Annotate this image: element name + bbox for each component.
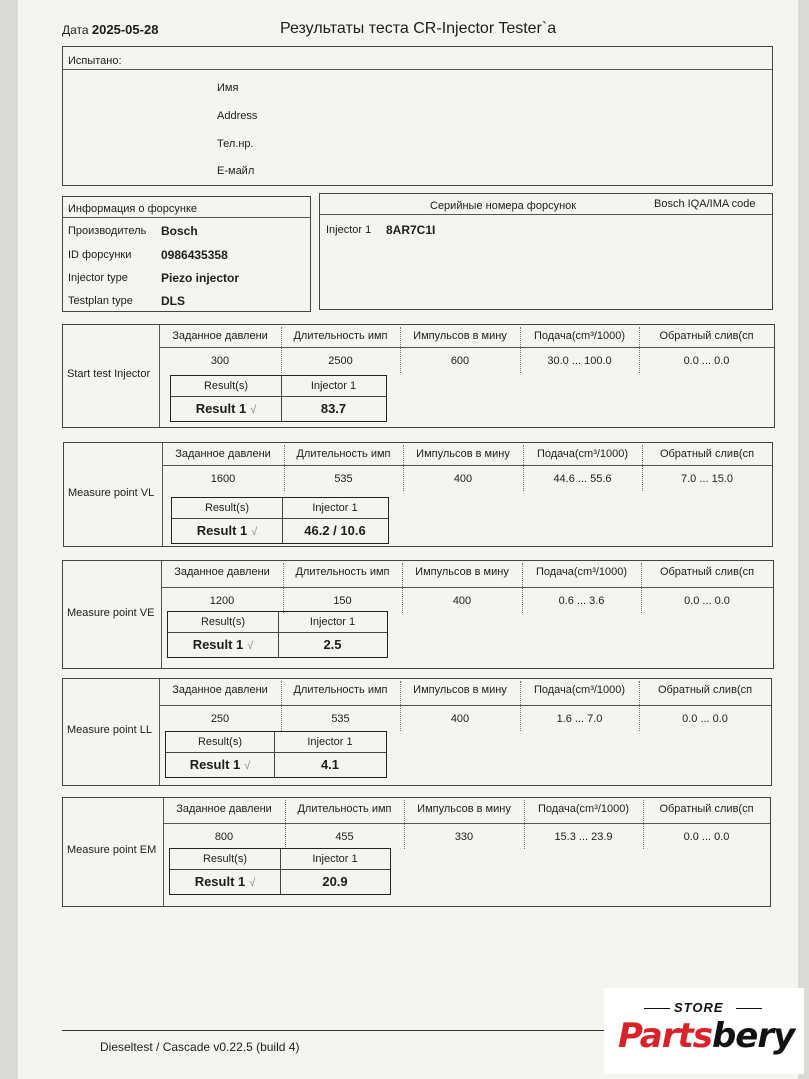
column-header: Заданное давлени xyxy=(175,448,271,460)
column-header: Подача(cm³/1000) xyxy=(537,803,630,815)
footer-version: Dieseltest / Cascade v0.22.5 (build 4) xyxy=(100,1040,300,1054)
result-header-injector: Injector 1 xyxy=(312,502,358,514)
tested-email-label: E-майл xyxy=(217,165,255,177)
parameter-value: 7.0 ... 15.0 xyxy=(681,473,733,485)
result-header-label: Result(s) xyxy=(200,616,245,628)
column-header: Заданное давлени xyxy=(176,803,272,815)
result-value: 46.2 / 10.6 xyxy=(304,523,366,538)
column-header: Обратный слив(сп xyxy=(659,448,755,460)
parameter-value: 250 xyxy=(210,713,230,725)
result-value: 83.7 xyxy=(320,401,347,416)
parameter-value: 150 xyxy=(333,595,352,607)
tested-address-label: Address xyxy=(217,110,258,122)
parameter-value: 330 xyxy=(454,831,474,843)
parameter-value: 455 xyxy=(335,831,354,843)
column-header: Обратный слив(сп xyxy=(657,684,753,696)
parameter-value: 535 xyxy=(331,713,350,725)
result-label: Result 1 √ xyxy=(194,874,256,889)
parameter-value: 400 xyxy=(453,473,473,485)
injector-info-box xyxy=(62,196,311,312)
column-header: Длительность имп xyxy=(297,803,392,815)
parameter-value: 600 xyxy=(450,355,470,367)
result-value: 20.9 xyxy=(322,874,348,889)
partsbery-logo: STORE Partsbery xyxy=(604,988,804,1074)
column-header: Обратный слив(сп xyxy=(659,803,754,815)
manufacturer-label: Производитель xyxy=(68,225,147,237)
test-section xyxy=(62,324,775,428)
result-label: Result 1 √ xyxy=(192,637,254,652)
serial-injector-label: Injector 1 xyxy=(326,224,372,236)
parameter-value: 400 xyxy=(450,713,470,725)
result-header-injector: Injector 1 xyxy=(312,853,358,865)
column-header: Заданное давлени xyxy=(172,330,268,342)
column-header: Подача(cm³/1000) xyxy=(533,684,626,696)
result-value: 2.5 xyxy=(323,637,342,652)
column-header: Импульсов в мину xyxy=(415,566,509,578)
column-header: Длительность имп xyxy=(293,684,388,696)
column-header: Импульсов в мину xyxy=(417,803,511,815)
report-date: Дата 2025-05-28 xyxy=(62,22,159,37)
iqa-code-title: Bosch IQA/IMA code xyxy=(654,198,756,210)
footer-divider xyxy=(62,1030,622,1031)
column-header: Подача(cm³/1000) xyxy=(535,566,628,578)
column-header: Длительность имп xyxy=(293,330,388,342)
column-header: Заданное давлени xyxy=(174,566,270,578)
column-header: Подача(cm³/1000) xyxy=(536,448,629,460)
column-header: Обратный слив(сп xyxy=(659,566,755,578)
test-section xyxy=(62,678,772,786)
parameter-value: 0.0 ... 0.0 xyxy=(683,831,730,843)
parameter-value: 15.3 ... 23.9 xyxy=(554,831,613,843)
tested-phone-label: Тел.нр. xyxy=(217,138,254,150)
tested-label: Испытано: xyxy=(68,55,122,67)
injector-id-value: 0986435358 xyxy=(161,248,228,262)
test-section-name: Start test Injector xyxy=(67,368,151,380)
testplan-type-value: DLS xyxy=(161,294,185,308)
result-table xyxy=(171,497,389,544)
column-header: Импульсов в мину xyxy=(413,330,507,342)
column-header: Подача(cm³/1000) xyxy=(533,330,626,342)
result-table xyxy=(167,611,388,658)
test-section-name: Measure point VE xyxy=(67,607,155,619)
test-section xyxy=(62,560,774,669)
report-title: Результаты теста CR-Injector Tester`a xyxy=(280,20,557,37)
parameter-value: 400 xyxy=(452,595,472,607)
result-header-label: Result(s) xyxy=(202,853,247,865)
result-table xyxy=(169,848,391,895)
parameter-value: 2500 xyxy=(328,355,353,367)
result-label: Result 1 √ xyxy=(195,401,257,416)
parameter-value: 1.6 ... 7.0 xyxy=(556,713,603,725)
serials-title: Серийные номера форсунок xyxy=(430,200,577,212)
column-header: Длительность имп xyxy=(296,448,391,460)
column-header: Заданное давлени xyxy=(172,684,268,696)
parameter-value: 0.6 ... 3.6 xyxy=(558,595,605,607)
result-header-label: Result(s) xyxy=(197,736,242,748)
result-table xyxy=(165,731,387,778)
tested-name-label: Имя xyxy=(217,82,239,94)
parameter-value: 535 xyxy=(334,473,353,485)
parameter-value: 800 xyxy=(214,831,234,843)
report-date-value: 2025-05-28 xyxy=(91,22,159,37)
parameter-value: 0.0 ... 0.0 xyxy=(683,355,730,367)
column-header: Длительность имп xyxy=(295,566,390,578)
parameter-value: 1200 xyxy=(209,595,235,607)
result-value: 4.1 xyxy=(320,757,340,772)
column-header: Импульсов в мину xyxy=(416,448,510,460)
result-header-injector: Injector 1 xyxy=(310,380,357,392)
test-section-name: Measure point VL xyxy=(68,487,155,499)
result-header-injector: Injector 1 xyxy=(307,736,353,748)
result-label: Result 1 √ xyxy=(189,757,251,772)
injector-info-title: Информация о форсунке xyxy=(68,203,197,215)
testplan-type-label: Testplan type xyxy=(68,295,133,307)
result-header-injector: Injector 1 xyxy=(309,616,356,628)
parameter-value: 0.0 ... 0.0 xyxy=(682,713,728,725)
result-table xyxy=(170,375,387,422)
parameter-value: 300 xyxy=(210,355,230,367)
injector-type-value: Piezo injector xyxy=(161,271,240,285)
parameter-value: 1600 xyxy=(210,473,236,485)
injector-type-label: Injector type xyxy=(68,272,128,284)
column-header: Обратный слив(сп xyxy=(659,330,754,342)
injector-id-label: ID форсунки xyxy=(68,249,132,261)
tested-box xyxy=(62,46,773,186)
serial-injector-code: 8AR7C1I xyxy=(386,223,436,237)
test-section-name: Measure point EM xyxy=(67,844,157,856)
test-section xyxy=(63,442,773,547)
serials-box xyxy=(319,193,773,310)
parameter-value: 30.0 ... 100.0 xyxy=(547,355,612,367)
manufacturer-value: Bosch xyxy=(161,224,198,238)
result-label: Result 1 √ xyxy=(196,523,258,538)
test-section xyxy=(62,797,771,907)
parameter-value: 0.0 ... 0.0 xyxy=(684,595,730,607)
result-header-label: Result(s) xyxy=(203,380,248,392)
column-header: Импульсов в мину xyxy=(413,684,507,696)
parameter-value: 44.6 ... 55.6 xyxy=(553,473,612,485)
test-section-name: Measure point LL xyxy=(67,724,152,736)
result-header-label: Result(s) xyxy=(204,502,249,514)
